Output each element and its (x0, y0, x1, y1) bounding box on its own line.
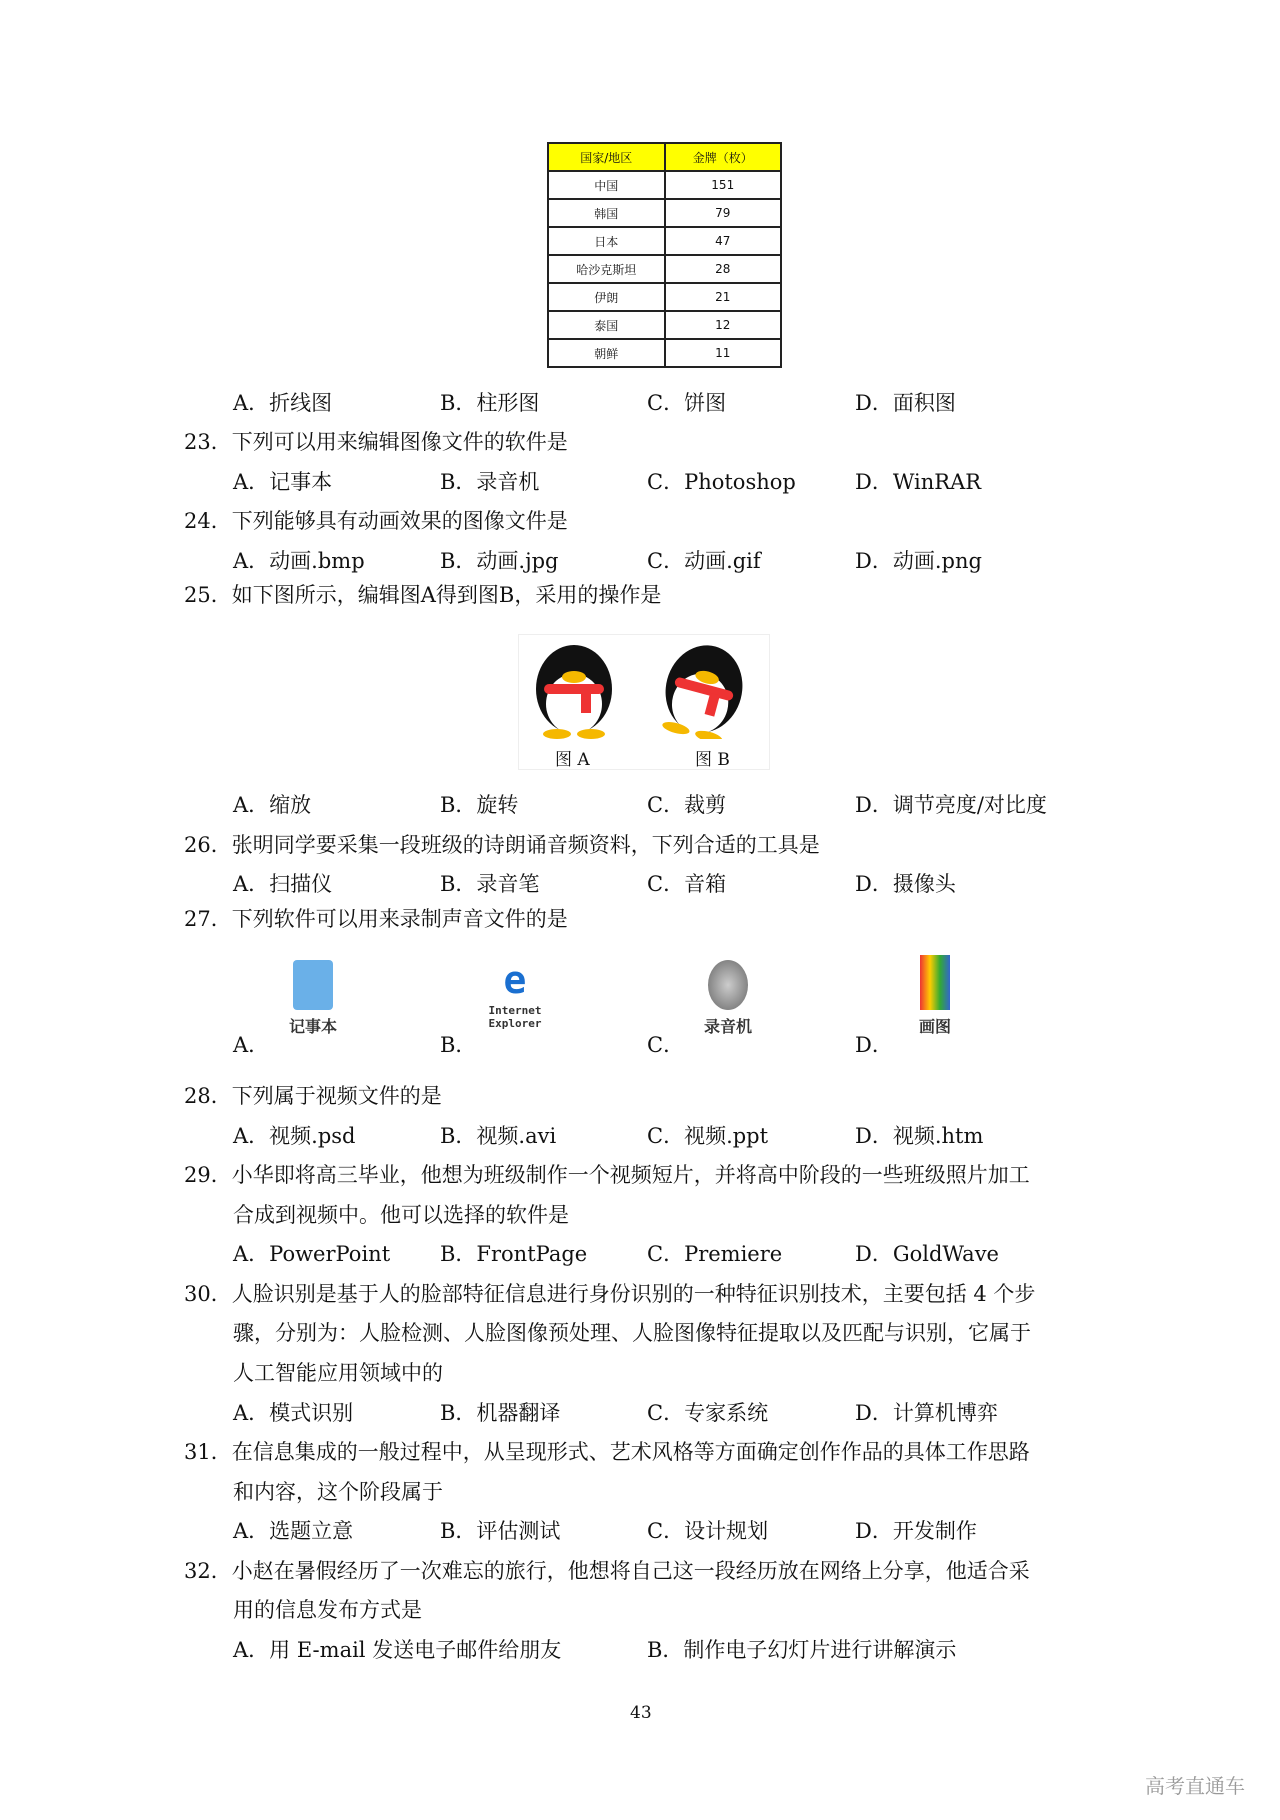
option: C．裁剪 (647, 793, 727, 817)
table-cell: 12 (665, 311, 782, 339)
option: C．视频.ppt (647, 1124, 769, 1148)
penguin-b-image (659, 639, 749, 739)
option: A．动画.bmp (233, 549, 365, 573)
question-stem: 27．下列软件可以用来录制声音文件的是 (184, 907, 568, 931)
question-stem: 28．下列属于视频文件的是 (184, 1084, 442, 1108)
option: D．GoldWave (855, 1242, 999, 1266)
option: B．旋转 (440, 793, 519, 817)
option: C．Photoshop (647, 470, 796, 494)
option: B．评估测试 (440, 1519, 561, 1543)
question-stem: 26．张明同学要采集一段班级的诗朗诵音频资料，下列合适的工具是 (184, 833, 820, 857)
question-stem: 31．在信息集成的一般过程中，从呈现形式、艺术风格等方面确定创作作品的具体工作思路 (184, 1440, 1030, 1464)
question-stem: 25．如下图所示，编辑图A得到图B，采用的操作是 (184, 583, 662, 607)
option: B． (440, 1033, 477, 1057)
option: A．模式识别 (233, 1401, 354, 1425)
option: B．录音笔 (440, 872, 540, 896)
option: D．开发制作 (855, 1519, 977, 1543)
option: A． (233, 1033, 270, 1057)
option: A．用 E-mail 发送电子邮件给朋友 (233, 1638, 562, 1662)
option: B．FrontPage (440, 1242, 588, 1266)
sound-recorder-icon (693, 960, 763, 1050)
penguin-figure (518, 634, 770, 770)
option: A．PowerPoint (233, 1242, 391, 1266)
option: D．视频.htm (855, 1124, 984, 1148)
option: C．Premiere (647, 1242, 783, 1266)
caption-a: 图 A (555, 750, 590, 770)
paint-icon (900, 955, 970, 1045)
table-cell: 泰国 (548, 311, 665, 339)
icon-label: 录音机 (703, 1017, 752, 1036)
medal-table (547, 142, 782, 368)
option: A．折线图 (233, 391, 333, 415)
penguin-a-image (529, 639, 619, 739)
option: B．视频.avi (440, 1124, 557, 1148)
question-stem: 骤，分别为：人脸检测、人脸图像预处理、人脸图像特征提取以及匹配与识别，它属于 (233, 1321, 1031, 1345)
option: C．设计规划 (647, 1519, 769, 1543)
option: B．柱形图 (440, 391, 540, 415)
internet-explorer-icon: e Internet Explorer (488, 958, 542, 1030)
option: A．扫描仪 (233, 872, 333, 896)
question-stem: 24．下列能够具有动画效果的图像文件是 (184, 509, 568, 533)
table-cell: 28 (665, 255, 782, 283)
table-cell: 伊朗 (548, 283, 665, 311)
option: B．制作电子幻灯片进行讲解演示 (647, 1638, 957, 1662)
option: C．动画.gif (647, 549, 761, 573)
option: B．录音机 (440, 470, 540, 494)
question-stem: 合成到视频中。他可以选择的软件是 (233, 1203, 569, 1227)
option: A．视频.psd (233, 1124, 356, 1148)
icon-label: 记事本 (288, 1017, 337, 1036)
table-cell: 21 (665, 283, 782, 311)
option: D．WinRAR (855, 470, 982, 494)
table-cell: 中国 (548, 171, 665, 199)
option: B．动画.jpg (440, 549, 559, 573)
question-stem: 30．人脸识别是基于人的脸部特征信息进行身份识别的一种特征识别技术，主要包括 4 个步 (184, 1282, 1036, 1306)
table-cell: 79 (665, 199, 782, 227)
table-cell: 韩国 (548, 199, 665, 227)
option: C． (647, 1033, 685, 1057)
option: C．饼图 (647, 391, 727, 415)
question-stem: 和内容，这个阶段属于 (233, 1480, 443, 1504)
caption-b: 图 B (695, 750, 730, 770)
table-header: 金牌（枚） (665, 143, 782, 171)
option: A．缩放 (233, 793, 312, 817)
table-cell: 朝鲜 (548, 339, 665, 367)
option: D．面积图 (855, 391, 956, 415)
option: D． (855, 1033, 893, 1057)
option: D．调节亮度/对比度 (855, 793, 1047, 817)
option: A．记事本 (233, 470, 333, 494)
question-stem: 人工智能应用领域中的 (233, 1361, 443, 1385)
option: C．音箱 (647, 872, 727, 896)
question-stem: 29．小华即将高三毕业，他想为班级制作一个视频短片，并将高中阶段的一些班级照片加工 (184, 1163, 1030, 1187)
table-cell: 151 (665, 171, 782, 199)
icon-label: Internet Explorer (488, 1004, 542, 1030)
table-cell: 日本 (548, 227, 665, 255)
option: B．机器翻译 (440, 1401, 561, 1425)
option: A．选题立意 (233, 1519, 354, 1543)
option: D．动画.png (855, 549, 982, 573)
icon-label: 画图 (918, 1017, 951, 1036)
question-stem: 用的信息发布方式是 (233, 1598, 422, 1622)
question-stem: 32．小赵在暑假经历了一次难忘的旅行，他想将自己这一段经历放在网络上分享，他适合采 (184, 1559, 1030, 1583)
question-stem: 23．下列可以用来编辑图像文件的软件是 (184, 430, 568, 454)
table-cell: 11 (665, 339, 782, 367)
table-cell: 哈沙克斯坦 (548, 255, 665, 283)
option: C．专家系统 (647, 1401, 769, 1425)
watermark: 高考直通车 (1145, 1774, 1245, 1798)
option: D．摄像头 (855, 872, 956, 896)
table-header: 国家/地区 (548, 143, 665, 171)
option: D．计算机博弈 (855, 1401, 998, 1425)
notepad-icon (278, 960, 348, 1050)
page-number: 43 (630, 1703, 652, 1723)
table-cell: 47 (665, 227, 782, 255)
